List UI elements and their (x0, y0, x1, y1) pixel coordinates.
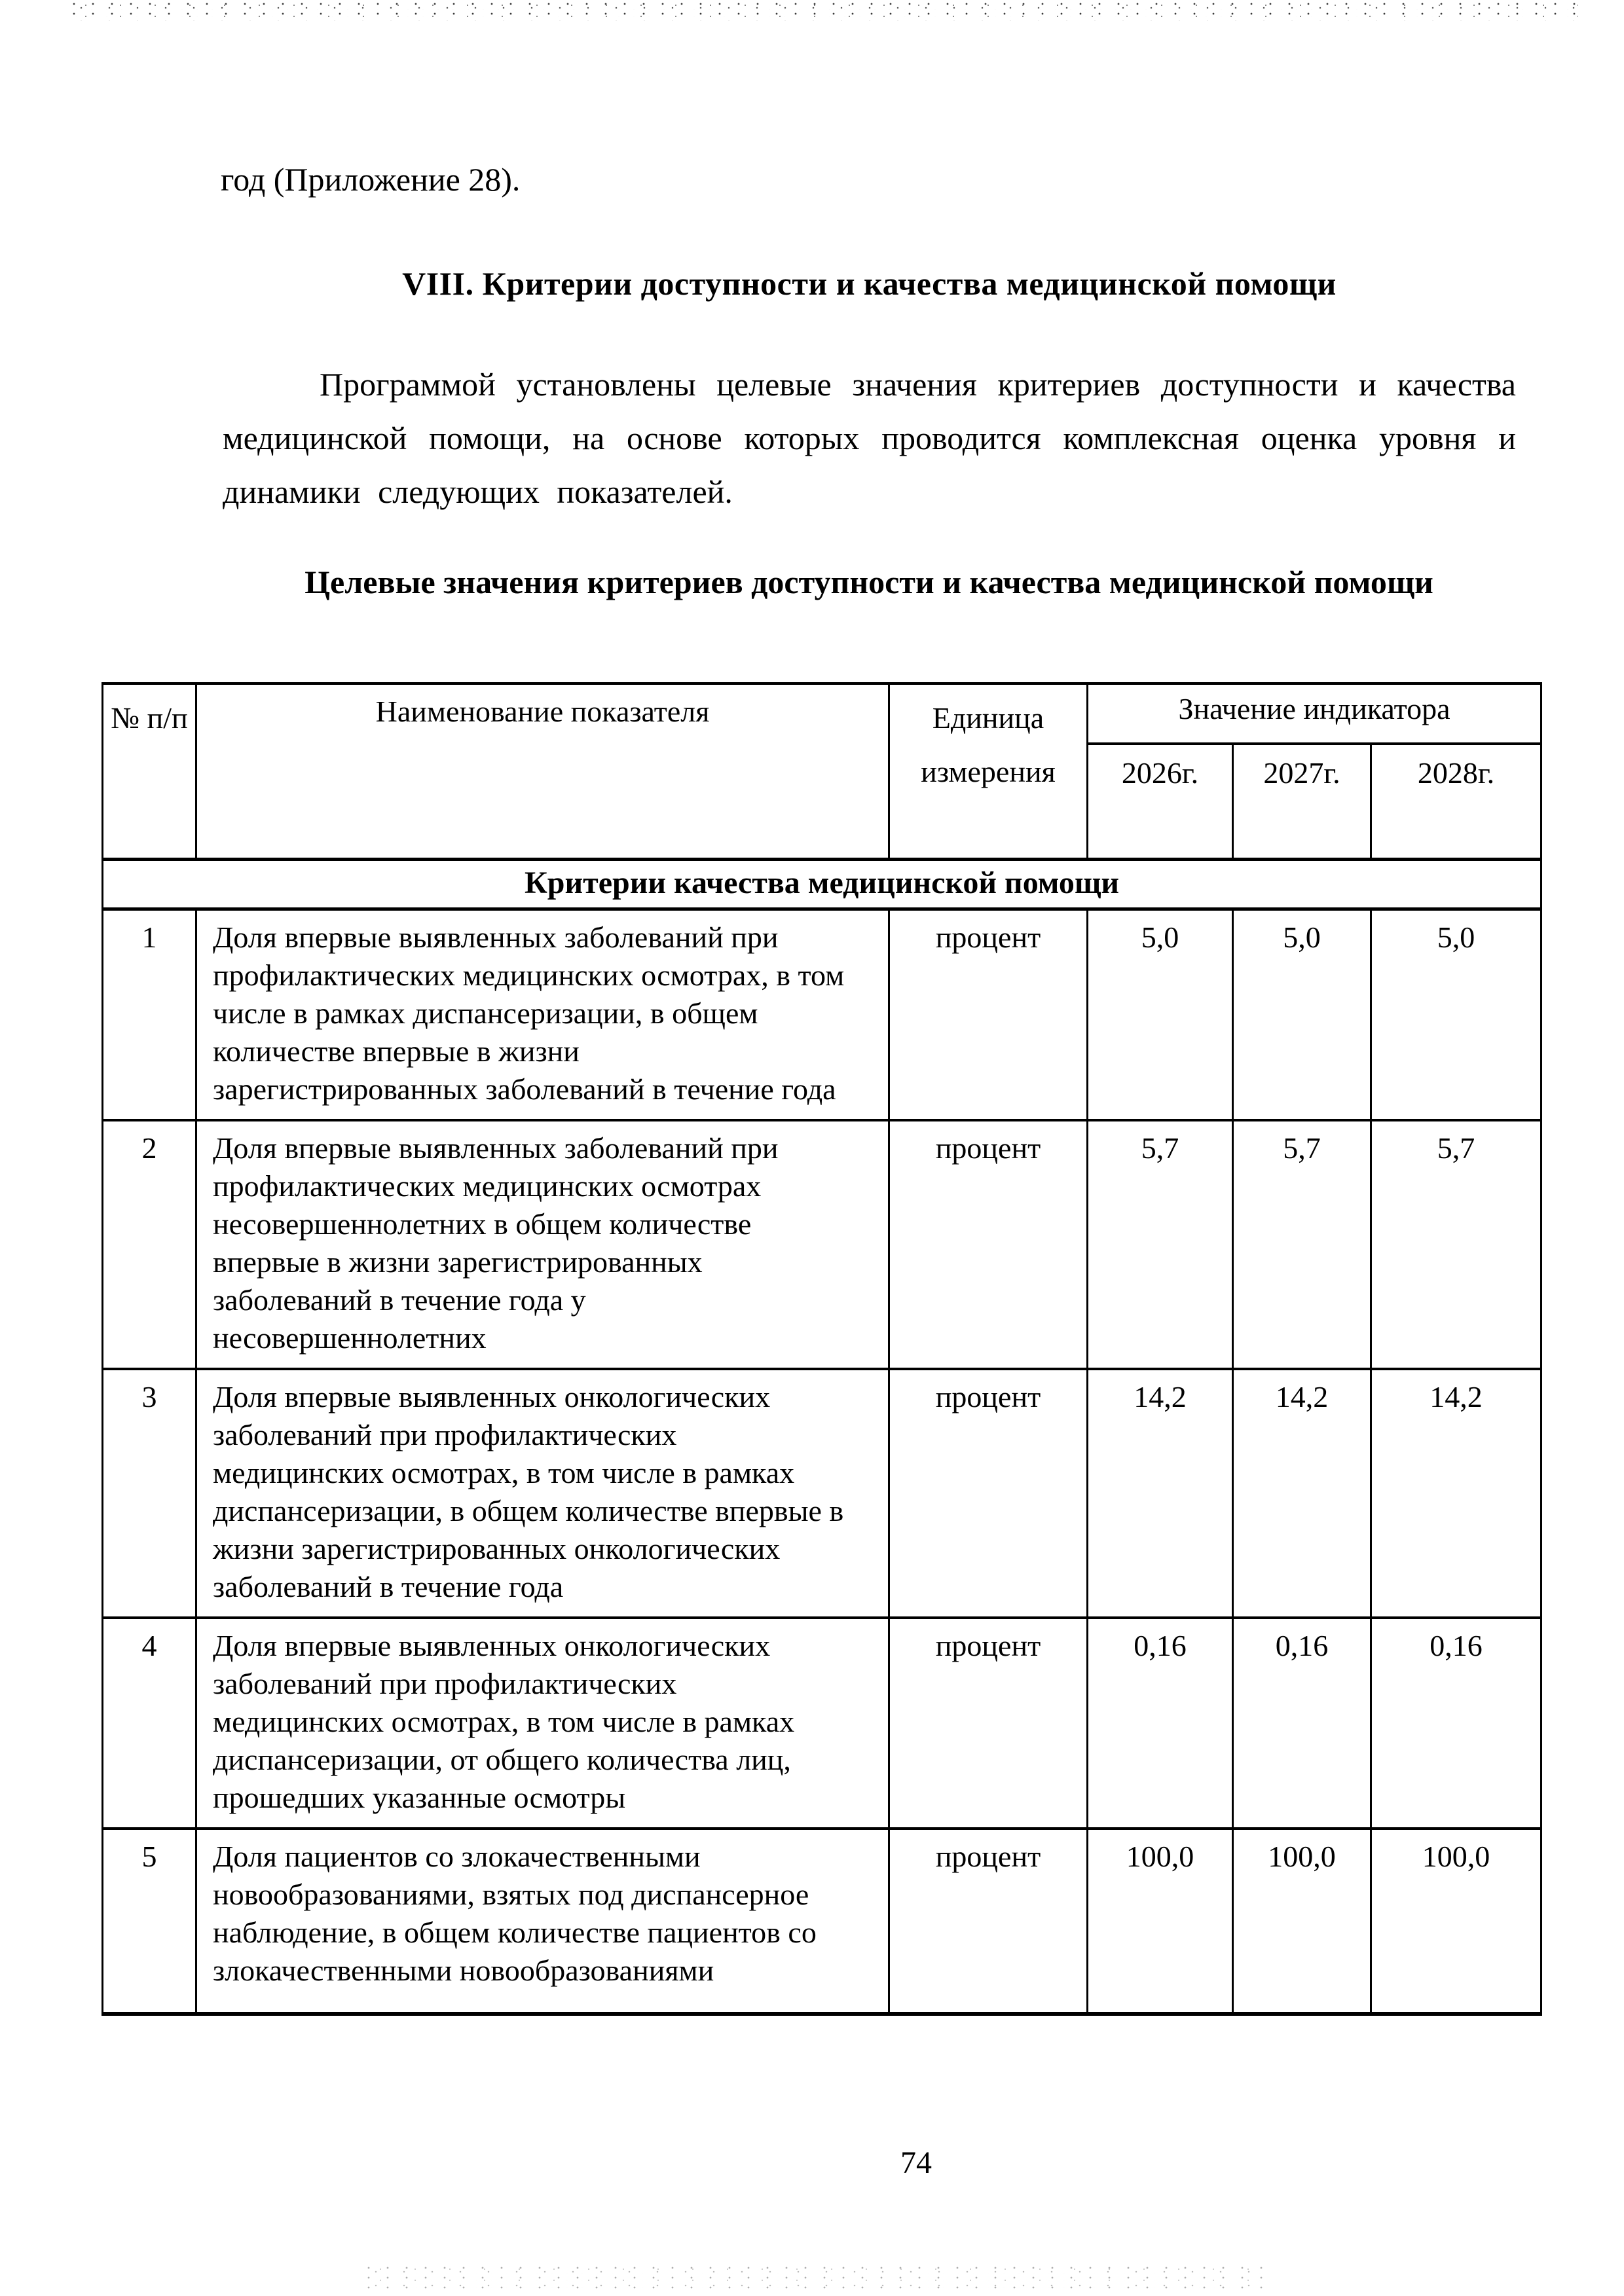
row-number: 2 (103, 1120, 196, 1369)
value-2027: 100,0 (1233, 1829, 1371, 2014)
unit-value: процент (889, 1120, 1088, 1369)
scan-noise-bottom (367, 2267, 1270, 2289)
value-2027: 0,16 (1233, 1618, 1371, 1829)
col-header-year-2028: 2028г. (1371, 744, 1541, 859)
value-2028: 5,7 (1371, 1120, 1541, 1369)
value-2026: 14,2 (1088, 1369, 1233, 1618)
row-number: 1 (103, 909, 196, 1120)
table-row (103, 1618, 1541, 1829)
row-number: 3 (103, 1369, 196, 1618)
unit-value: процент (889, 909, 1088, 1120)
page-number: 74 (900, 2145, 932, 2180)
section-heading: VIII. Критерии доступности и качества медицинской помощи (402, 265, 1337, 302)
value-2027: 5,0 (1233, 909, 1371, 1120)
col-header-year-2026: 2026г. (1088, 744, 1233, 859)
indicator-name: Доля пациентов со злокачественными новообразованиями, взятых под диспансерное наблюдение, в общем количестве пациентов со злокачественными новообразованиями (196, 1829, 889, 2014)
scan-noise-top (72, 3, 1578, 21)
col-header-indicator-group: Значение индикатора (1088, 683, 1541, 744)
table-row (103, 1369, 1541, 1618)
table-row (103, 909, 1541, 1120)
value-2026: 100,0 (1088, 1829, 1233, 2014)
value-2028: 5,0 (1371, 909, 1541, 1120)
col-header-num: № п/п (103, 683, 196, 859)
table-section-label: Критерии качества медицинской помощи (103, 859, 1541, 909)
row-number: 4 (103, 1618, 196, 1829)
value-2027: 5,7 (1233, 1120, 1371, 1369)
value-2027: 14,2 (1233, 1369, 1371, 1618)
row-number: 5 (103, 1829, 196, 2014)
value-2028: 14,2 (1371, 1369, 1541, 1618)
table-row (103, 1829, 1541, 2014)
value-2026: 5,0 (1088, 909, 1233, 1120)
unit-value: процент (889, 1369, 1088, 1618)
value-2026: 0,16 (1088, 1618, 1233, 1829)
unit-value: процент (889, 1618, 1088, 1829)
value-2028: 0,16 (1371, 1618, 1541, 1829)
table-header-row (103, 683, 1541, 744)
col-header-unit: Единица измерения (889, 683, 1088, 859)
table-title: Целевые значения критериев доступности и качества медицинской помощи (304, 564, 1433, 600)
table-section-row (103, 859, 1541, 909)
criteria-table (101, 682, 1542, 2016)
indicator-name: Доля впервые выявленных онкологических заболеваний при профилактических медицинских осмотрах, в том числе в рамках диспансеризации, в общем количестве впервые в жизни зарегистрированных онкологических заболеваний в течение года (196, 1369, 889, 1618)
value-2028: 100,0 (1371, 1829, 1541, 2014)
indicator-name: Доля впервые выявленных заболеваний при профилактических медицинских осмотрах несовершеннолетних в общем количестве впервые в жизни зарегистрированных заболеваний в течение года у несовершеннолетних (196, 1120, 889, 1369)
body-paragraph: Программой установлены целевые значения критериев доступности и качества медицинской помощи, на основе которых проводится комплексная оценка уровня и динамики следующих показателей. (223, 366, 1516, 510)
col-header-year-2027: 2027г. (1233, 744, 1371, 859)
col-header-indicator-name: Наименование показателя (196, 683, 889, 859)
value-2026: 5,7 (1088, 1120, 1233, 1369)
table-row (103, 1120, 1541, 1369)
indicator-name: Доля впервые выявленных онкологических заболеваний при профилактических медицинских осмотрах, в том числе в рамках диспансеризации, от общего количества лиц, прошедших указанные осмотры (196, 1618, 889, 1829)
unit-value: процент (889, 1829, 1088, 2014)
indicator-name: Доля впервые выявленных заболеваний при профилактических медицинских осмотрах, в том числе в рамках диспансеризации, в общем количестве впервые в жизни зарегистрированных заболеваний в течение года (196, 909, 889, 1120)
intro-line: год (Приложение 28). (221, 161, 521, 198)
